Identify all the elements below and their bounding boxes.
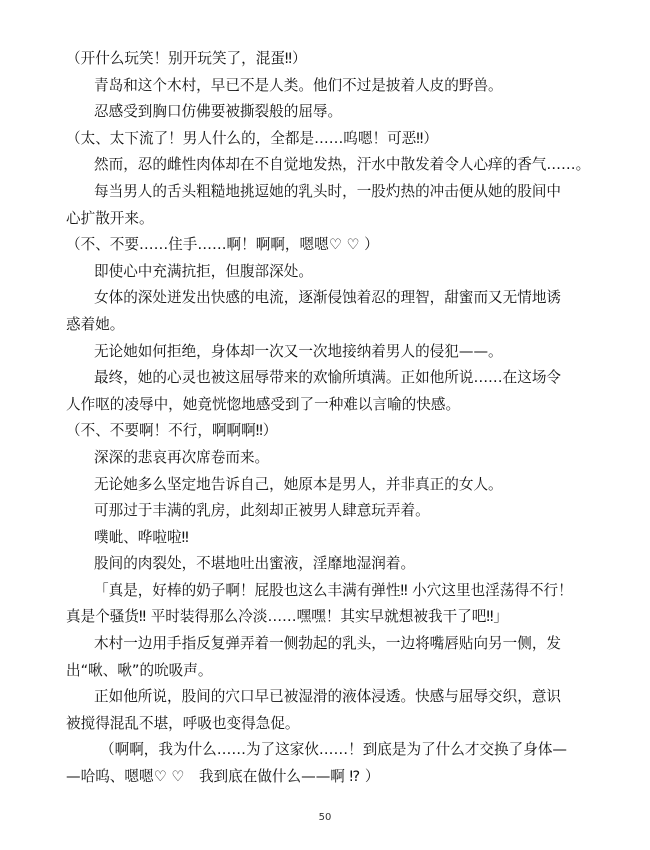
text-line: 真是个骚货‼ 平时装得那么冷淡……嘿嘿！其实早就想被我干了吧‼」 xyxy=(66,608,509,626)
text-line: 可那过于丰满的乳房，此刻却正被男人肆意玩弄着。 xyxy=(94,502,430,520)
text-line: 忍感受到胸口仿佛要被撕裂般的屈辱。 xyxy=(94,103,343,121)
text-line: 股间的肉裂处，不堪地吐出蜜液，淫靡地湿润着。 xyxy=(94,555,416,573)
text-line: 然而，忍的雌性肉体却在不自觉地发热，汗水中散发着令人心痒的香气……。 xyxy=(94,156,591,174)
body-text xyxy=(66,46,610,791)
text-line: —哈呜、嗯嗯♡ ♡ 我到底在做什么——啊 ⁉ ） xyxy=(66,768,380,786)
text-line: 无论她如何拒绝，身体却一次又一次地接纳着男人的侵犯——。 xyxy=(94,342,503,360)
text-line: （太、太下流了！男人什么的，全都是……呜嗯！可恶‼） xyxy=(66,129,438,147)
text-line: （不、不要……住手……啊！啊啊，嗯嗯♡ ♡ ） xyxy=(66,236,379,254)
text-line: 深深的悲哀再次席卷而来。 xyxy=(94,448,270,466)
text-line: （不、不要啊！不行，啊啊啊‼） xyxy=(66,422,278,440)
text-line: （啊啊，我为什么……为了这家伙……！到底是为了什么才交换了身体— xyxy=(100,741,568,759)
text-line: 最终，她的心灵也被这屈辱带来的欢愉所填满。正如他所说……在这场令 xyxy=(94,369,562,387)
text-line: 惑着她。 xyxy=(66,315,125,333)
text-line: 木村一边用手指反复弹弄着一侧勃起的乳头，一边将嘴唇贴向另一侧，发 xyxy=(94,635,562,653)
text-line: 出“啾、啾”的吮吸声。 xyxy=(66,661,213,679)
text-line: 「真是，好棒的奶子啊！屁股也这么丰满有弹性‼ 小穴这里也淫荡得不行！ xyxy=(94,581,573,599)
text-line: 被搅得混乱不堪，呼吸也变得急促。 xyxy=(66,714,300,732)
text-line: 正如他所说，股间的穴口早已被湿滑的液体浸透。快感与屈辱交织，意识 xyxy=(94,688,562,706)
text-line: 人作呕的凌辱中，她竟恍惚地感受到了一种难以言喻的快感。 xyxy=(66,395,461,413)
page-number: 50 xyxy=(318,812,332,823)
text-line: 青岛和这个木村，早已不是人类。他们不过是披着人皮的野兽。 xyxy=(94,76,503,94)
text-line: 噗呲、哗啦啦‼ xyxy=(94,528,189,546)
text-line: 即使心中充满抗拒，但腹部深处。 xyxy=(94,262,313,280)
text-line: 每当男人的舌头粗糙地挑逗她的乳头时，一股灼热的冲击便从她的股间中 xyxy=(94,182,562,200)
text-line: 女体的深处迸发出快感的电流，逐渐侵蚀着忍的理智，甜蜜而又无情地诱 xyxy=(94,289,562,307)
text-line: 心扩散开来。 xyxy=(66,209,154,227)
text-line: 无论她多么坚定地告诉自己，她原本是男人，并非真正的女人。 xyxy=(94,475,503,493)
text-line: （开什么玩笑！别开玩笑了，混蛋‼） xyxy=(66,50,307,67)
